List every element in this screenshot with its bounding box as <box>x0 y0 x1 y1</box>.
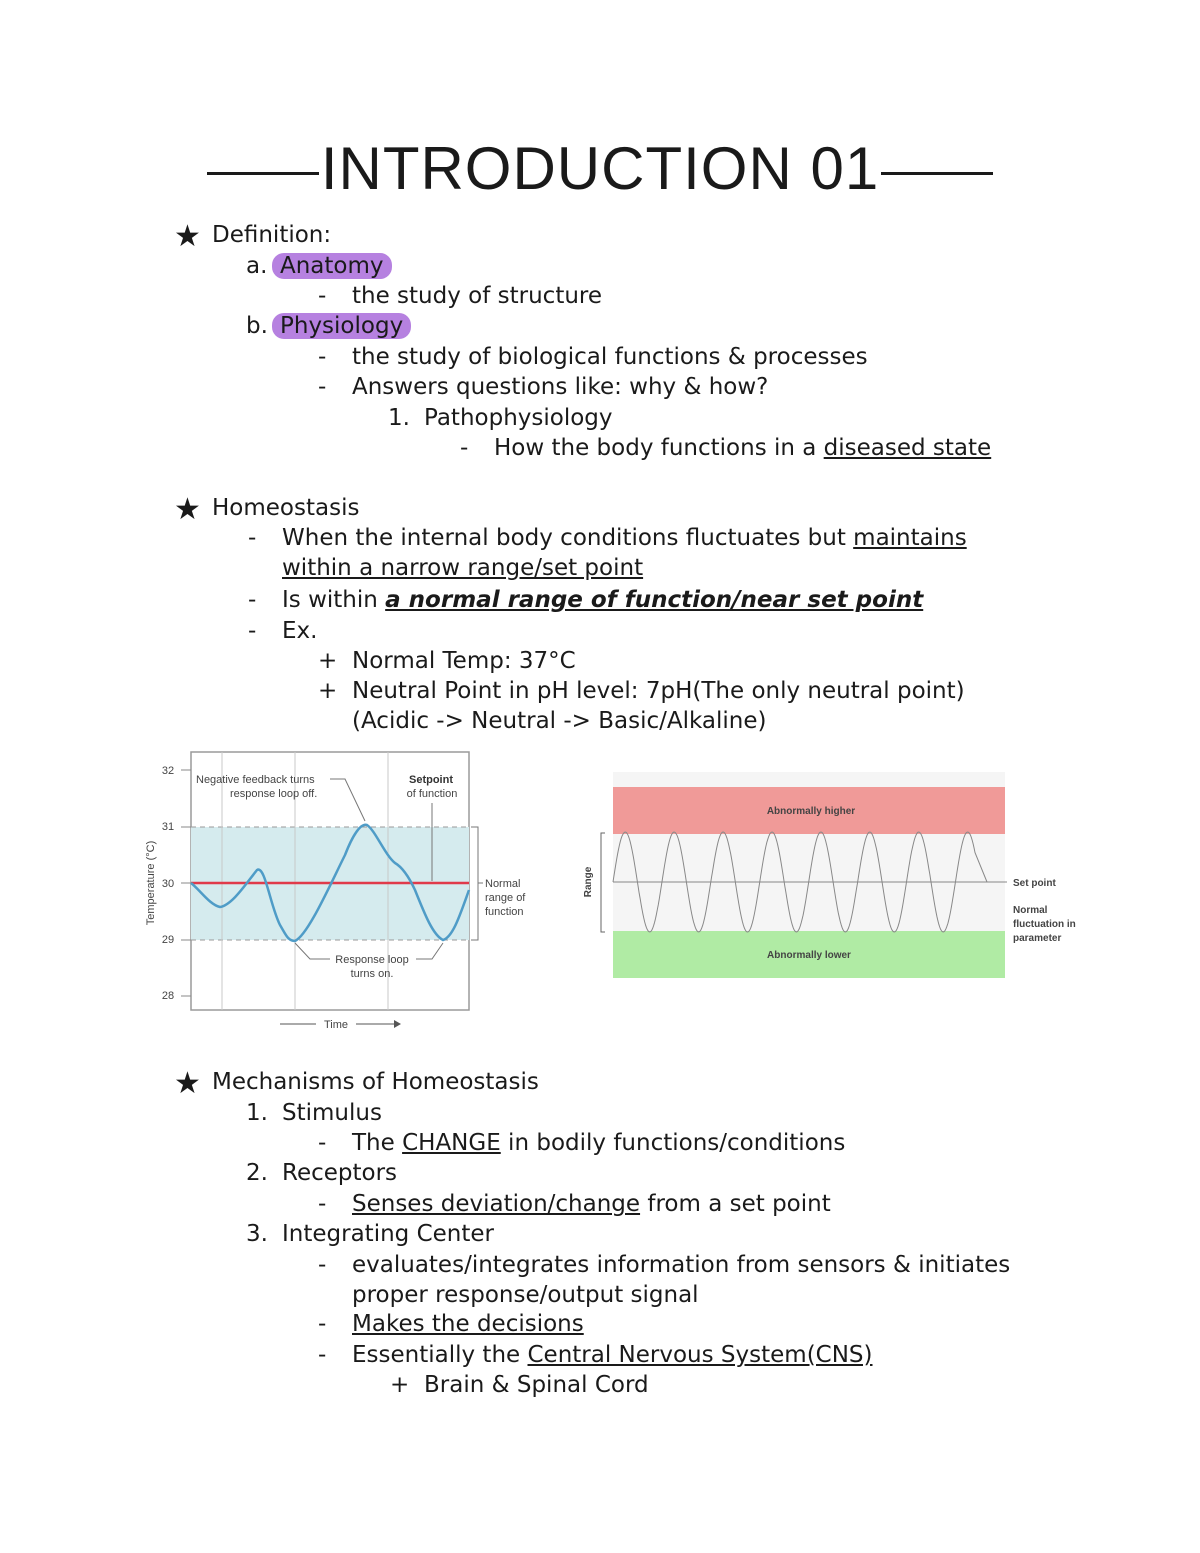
dash-marker: - <box>318 374 327 400</box>
arrow-head-icon <box>394 1020 401 1028</box>
homeostasis-def <box>282 523 967 553</box>
pathophysiology-desc-text: How the body functions in a <box>494 435 824 461</box>
title-rule-right <box>881 172 993 175</box>
abnormally-lower-label: Abnormally lower <box>767 950 851 961</box>
stimulus-desc-text: The <box>352 1130 403 1156</box>
dash-marker: - <box>318 1311 327 1337</box>
list-marker: 2. <box>246 1160 268 1186</box>
homeostasis-range <box>282 585 923 615</box>
receptors-desc-text: from a set point <box>640 1191 831 1217</box>
dash-marker: - <box>318 1130 327 1156</box>
dash-marker: - <box>318 1252 327 1278</box>
dash-marker: - <box>318 1191 327 1217</box>
annotation-normal-range: range of <box>485 892 526 904</box>
title-text: INTRODUCTION 01 <box>320 135 880 202</box>
fluctuation-label: Normal <box>1013 905 1048 916</box>
setpoint-label: Set point <box>1013 878 1056 889</box>
maintains-text: maintains <box>853 525 967 551</box>
makes-decisions: Makes the decisions <box>352 1311 584 1337</box>
definition-heading: Definition: <box>212 222 332 248</box>
star-icon: ★ <box>174 492 201 527</box>
annotation-response-loop: turns on. <box>350 968 394 980</box>
dash-marker: - <box>318 283 327 309</box>
homeostasis-def-cont: within a narrow range/set point <box>282 555 644 581</box>
diseased-state-text: diseased state <box>823 435 992 461</box>
receptors-desc <box>352 1189 831 1219</box>
brain-spinal-cord: Brain & Spinal Cord <box>424 1372 649 1398</box>
range-bracket <box>601 833 605 932</box>
example-temp: Normal Temp: 37°C <box>352 648 576 674</box>
plus-marker: + <box>390 1372 410 1398</box>
annotation-response-loop: Response loop <box>335 954 409 966</box>
pathophysiology-term: Pathophysiology <box>424 405 613 431</box>
dash-marker: - <box>248 618 257 644</box>
physiology-questions: Answers questions like: why & how? <box>352 374 769 400</box>
mechanisms-heading: Mechanisms of Homeostasis <box>212 1069 539 1095</box>
senses-deviation-text: Senses deviation/change <box>352 1191 641 1217</box>
anatomy-desc: the study of structure <box>352 283 603 309</box>
integrating-center-term: Integrating Center <box>282 1221 494 1247</box>
physiology-highlight: Physiology <box>272 313 411 339</box>
dash-marker: - <box>248 525 257 551</box>
range-label: Range <box>583 866 594 898</box>
anatomy-term <box>272 251 392 281</box>
homeostasis-def-text: When the internal body conditions fluctuates but <box>282 525 854 551</box>
stimulus-desc <box>352 1128 845 1158</box>
star-icon: ★ <box>174 219 201 254</box>
receptors-term: Receptors <box>282 1160 398 1186</box>
y-tick-label: 32 <box>161 765 175 777</box>
list-marker: a. <box>246 253 268 279</box>
dash-marker: - <box>460 435 469 461</box>
example-ph: Neutral Point in pH level: 7pH(The only neutral point) <box>352 678 965 704</box>
dash-marker: - <box>248 587 257 613</box>
y-tick-label: 30 <box>161 878 175 890</box>
page-title <box>0 134 1200 203</box>
list-marker: b. <box>246 313 268 339</box>
list-marker: 3. <box>246 1221 268 1247</box>
fluctuation-label: fluctuation in <box>1013 919 1076 930</box>
temperature-feedback-figure <box>140 745 540 1040</box>
fluctuation-label: parameter <box>1013 933 1062 944</box>
abnormally-higher-label: Abnormally higher <box>766 806 856 817</box>
cns-text: Central Nervous System(CNS) <box>527 1342 873 1368</box>
physiology-term <box>272 311 411 341</box>
title-rule-left <box>207 172 319 175</box>
y-tick-label: 29 <box>161 934 175 946</box>
list-marker: 1. <box>388 405 410 431</box>
stimulus-term: Stimulus <box>282 1100 382 1126</box>
annotation-normal-range: function <box>485 906 524 918</box>
annotation-negative-feedback: Negative feedback turns <box>196 774 315 786</box>
plus-marker: + <box>318 678 338 704</box>
annotation-setpoint: of function <box>406 788 458 800</box>
cns-line-text: Essentially the <box>352 1342 528 1368</box>
setpoint-fluctuation-figure <box>575 770 1090 985</box>
star-icon: ★ <box>174 1066 201 1101</box>
list-marker: 1. <box>246 1100 268 1126</box>
integrating-center-desc: evaluates/integrates information from sensors & initiates <box>352 1252 1011 1278</box>
integrating-center-desc-cont: proper response/output signal <box>352 1282 699 1308</box>
range-bracket <box>471 827 478 940</box>
cns-line <box>352 1340 873 1370</box>
plus-marker: + <box>318 648 338 674</box>
y-axis-label: Temperature (°C) <box>145 840 157 926</box>
pathophysiology-desc <box>494 433 991 463</box>
annotation-negative-feedback: response loop off. <box>230 788 318 800</box>
y-tick-label: 31 <box>161 821 175 833</box>
normal-range-emphasis: a normal range of function/near set point <box>385 587 924 613</box>
homeostasis-heading: Homeostasis <box>212 495 360 521</box>
homeostasis-range-text: Is within <box>282 587 386 613</box>
x-axis-label: Time <box>323 1019 349 1031</box>
y-tick-label: 28 <box>161 990 175 1002</box>
change-text: CHANGE <box>402 1130 501 1156</box>
annotation-setpoint: Setpoint <box>409 774 453 786</box>
physiology-desc: the study of biological functions & processes <box>352 344 868 370</box>
example-ph-cont: (Acidic -> Neutral -> Basic/Alkaline) <box>352 708 767 734</box>
example-label: Ex. <box>282 618 318 644</box>
stimulus-desc-text: in bodily functions/conditions <box>500 1130 846 1156</box>
annotation-normal-range: Normal <box>485 878 521 890</box>
anatomy-highlight: Anatomy <box>272 253 392 279</box>
dash-marker: - <box>318 344 327 370</box>
dash-marker: - <box>318 1342 327 1368</box>
